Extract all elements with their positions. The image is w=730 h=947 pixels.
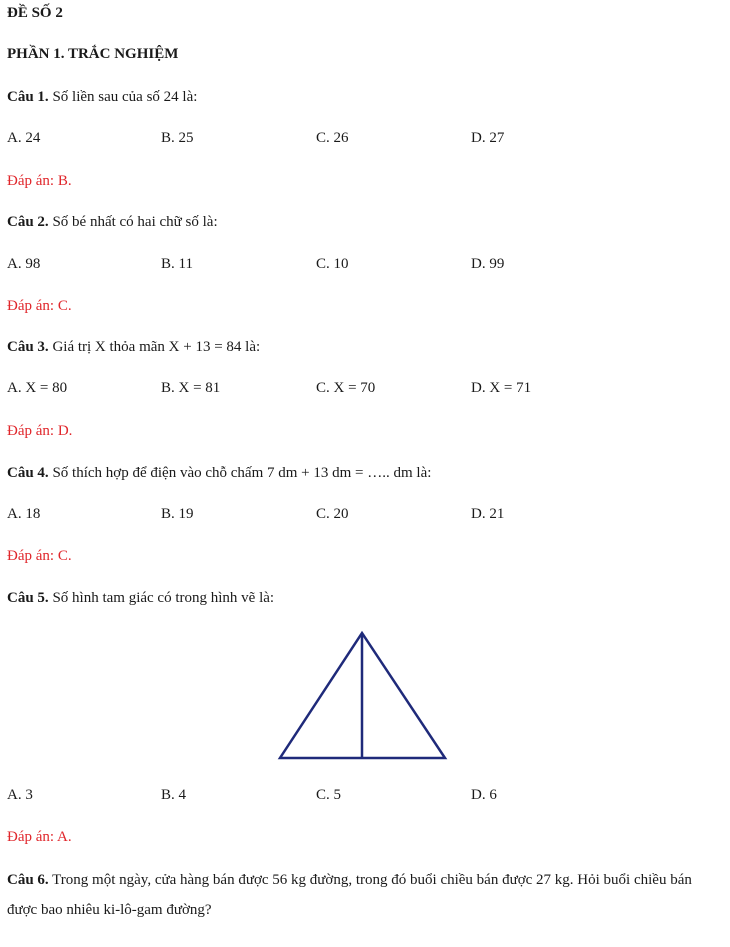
question-text: Số thích hợp để điện vào chỗ chấm 7 dm + 13 dm = ….. dm là:	[48, 465, 432, 481]
option-d: D. X = 71	[471, 380, 532, 396]
option-a: A. 24	[7, 130, 41, 146]
question-label: Câu 1.	[7, 89, 49, 105]
question-label: Câu 6.	[7, 872, 49, 888]
option-d: D. 21	[471, 506, 505, 522]
section-title: PHẦN 1. TRẮC NGHIỆM	[7, 46, 179, 62]
question-5	[7, 590, 274, 607]
question-label: Câu 4.	[7, 465, 49, 481]
option-a: A. 18	[7, 506, 41, 522]
question-2	[7, 214, 218, 231]
option-b: B. X = 81	[161, 380, 221, 396]
option-a: A. 98	[7, 256, 41, 272]
option-a: A. 3	[7, 787, 33, 803]
question-label: Câu 3.	[7, 339, 49, 355]
option-c: C. X = 70	[316, 380, 376, 396]
answer: Đáp án: A.	[7, 829, 72, 845]
option-c: C. 5	[316, 787, 342, 803]
option-b: B. 25	[161, 130, 194, 146]
answer: Đáp án: C.	[7, 548, 72, 564]
question-4	[7, 465, 431, 482]
document-heading: ĐỀ SỐ 2	[7, 5, 63, 21]
question-6	[7, 865, 723, 925]
question-text: Trong một ngày, cửa hàng bán được 56 kg đường, trong đó buổi chiều bán được 27 kg. Hỏi buổi chiều bán được bao nhiêu ki-lô-gam đường?	[7, 872, 692, 918]
question-3	[7, 339, 260, 356]
answer: Đáp án: C.	[7, 298, 72, 314]
question-text: Số liền sau của số 24 là:	[48, 89, 198, 105]
answer: Đáp án: B.	[7, 173, 72, 189]
option-c: C. 20	[316, 506, 349, 522]
option-b: B. 11	[161, 256, 193, 272]
question-text: Số hình tam giác có trong hình vẽ là:	[48, 590, 275, 606]
question-label: Câu 2.	[7, 214, 49, 230]
answer: Đáp án: D.	[7, 423, 73, 439]
question-text: Số bé nhất có hai chữ số là:	[48, 214, 218, 230]
option-b: B. 4	[161, 787, 187, 803]
option-c: C. 10	[316, 256, 349, 272]
option-d: D. 27	[471, 130, 505, 146]
option-a: A. X = 80	[7, 380, 68, 396]
option-c: C. 26	[316, 130, 349, 146]
option-b: B. 19	[161, 506, 194, 522]
triangle-figure	[0, 625, 730, 765]
option-d: D. 6	[471, 787, 497, 803]
question-1	[7, 89, 197, 106]
question-label: Câu 5.	[7, 590, 49, 606]
question-text: Giá trị X thỏa mãn X + 13 = 84 là:	[48, 339, 261, 355]
option-d: D. 99	[471, 256, 505, 272]
